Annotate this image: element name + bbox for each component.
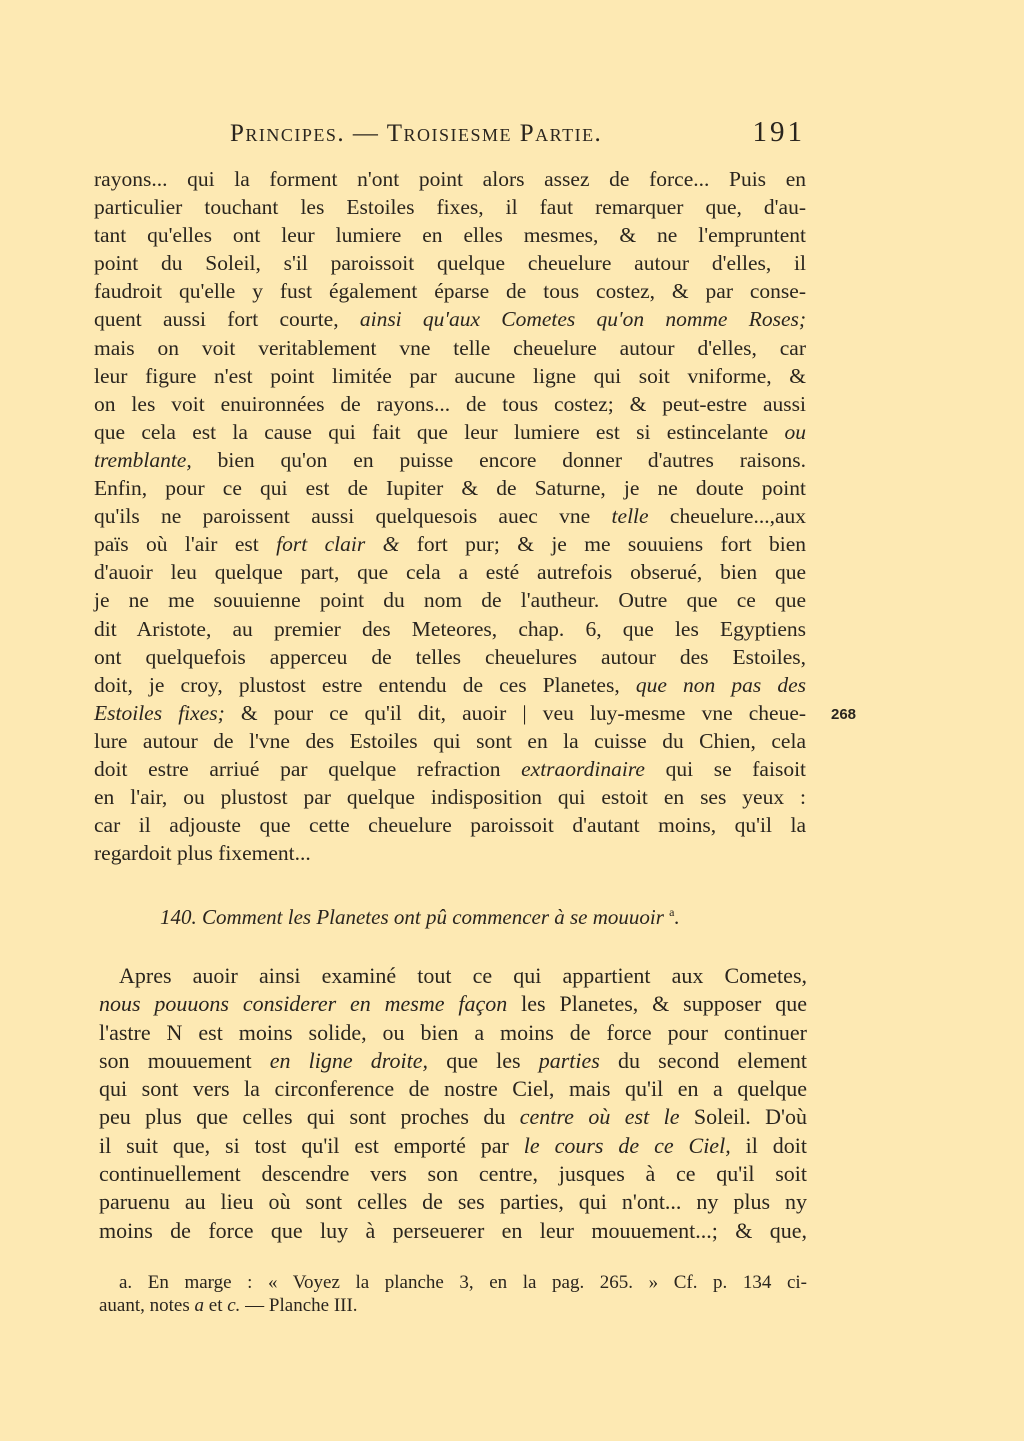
text-line: regardoit plus fixement... (94, 841, 311, 866)
text-run: il doit (745, 1132, 807, 1158)
footnote-line: a. En marge : « Voyez la planche 3, en la pag. 265. » Cf. p. 134 ci- (119, 1272, 807, 1293)
text-run: quent aussi fort courte, (94, 307, 339, 332)
text-line: Apres auoir ainsi examiné tout ce qui appartient aux Cometes, (119, 963, 807, 988)
text-line: en l'air, ou plustost par quelque indisposition qui estoit en ses yeux : (94, 785, 806, 810)
text-run: peu plus que celles qui sont proches du (99, 1104, 506, 1130)
text-run: que les (446, 1047, 521, 1073)
text-run: les Planetes, & supposer que (521, 991, 807, 1017)
text-line (94, 305, 806, 333)
margin-page-reference: 268 (831, 706, 857, 723)
text-line: faudroit qu'elle y fust également éparse de tous costez, & par conse- (94, 279, 806, 304)
text-line (94, 530, 806, 558)
italic-run: extraordinaire (521, 756, 645, 781)
text-line: Enfin, pour ce qui est de Iupiter & de Saturne, je ne doute point (94, 476, 806, 501)
text-run: doit estre arriué par quelque refraction (94, 756, 501, 781)
text-line: tant qu'elles ont leur lumiere en elles mesmes, & ne l'empruntent (94, 223, 806, 248)
paragraph-continued (94, 165, 806, 867)
italic-run: tremblante, (94, 447, 192, 472)
text-line: d'auoir leu quelque part, que cela a esté autrefois obserué, bien que (94, 560, 806, 585)
text-line: car il adjouste que cette cheuelure paroissoit d'autant moins, qu'il la (94, 813, 806, 838)
text-line: rayons... qui la forment n'ont point alors assez de force... Puis en (94, 167, 806, 191)
text-line (99, 1103, 807, 1131)
text-run: son mouuement (99, 1047, 252, 1073)
paragraph-new (99, 962, 807, 1245)
text-line: dit Aristote, au premier des Meteores, chap. 6, que les Egyptiens (94, 616, 806, 641)
running-title: Principes. — Troisiesme Partie. (230, 120, 603, 147)
text-run: il suit que, si tost qu'il est emporté par (99, 1132, 509, 1158)
text-run: que cela est la cause qui fait que leur lumiere est si estincelante (94, 419, 769, 444)
text-run: Soleil. D'où (693, 1104, 808, 1130)
text-line (94, 418, 806, 446)
running-header (230, 116, 805, 149)
text-run: fort pur; & je me souuiens fort bien (416, 532, 806, 557)
text-run: auant, notes (99, 1295, 190, 1316)
italic-run: c. (227, 1295, 241, 1316)
italic-run: parties (538, 1047, 600, 1073)
italic-run: que non pas des (635, 672, 807, 697)
text-run: du second element (617, 1047, 808, 1073)
text-line (99, 1047, 807, 1075)
italic-run: telle (611, 504, 649, 529)
text-run: — Planche III. (245, 1295, 358, 1316)
text-line: je ne me souuienne point du nom de l'autheur. Outre que ce que (94, 588, 806, 613)
italic-run: a (194, 1295, 205, 1316)
text-line (94, 755, 806, 783)
section-heading-text: 140. Comment les Planetes ont pû commencer à se mouuoir (160, 905, 664, 929)
text-line: continuellement descendre vers son centre, jusques à ce qu'il soit (99, 1161, 807, 1187)
text-line (94, 446, 806, 474)
text-run: cheuelure...,aux (669, 504, 807, 529)
footnote (99, 1271, 807, 1317)
section-heading (160, 905, 680, 930)
text-line (94, 699, 806, 727)
text-line: lure autour de l'vne des Estoiles qui sont en la cuisse du Chien, cela (94, 728, 806, 753)
text-line (99, 990, 807, 1018)
text-line (94, 671, 806, 699)
text-run: & pour ce qu'il dit, auoir | veu luy-mesme vne cheue- (240, 700, 807, 725)
text-line: point du Soleil, s'il paroissoit quelque cheuelure autour d'elles, il (94, 251, 806, 276)
text-line: particulier touchant les Estoiles fixes, il faut remarquer que, d'au- (94, 195, 806, 220)
page-number: 191 (752, 116, 805, 148)
text-run: qu'ils ne paroissent aussi quelquesois auec vne (94, 504, 591, 529)
text-line: l'astre N est moins solide, ou bien a moins de force pour continuer (99, 1019, 807, 1045)
italic-run: fort clair & (276, 532, 400, 557)
text-run: bien qu'on en puisse encore donner d'autres raisons. (217, 447, 806, 472)
italic-run: Estoiles fixes; (94, 700, 225, 725)
text-line (94, 502, 806, 530)
text-line (99, 1132, 807, 1160)
italic-run: centre où est le (519, 1104, 680, 1130)
italic-run: le cours de ce Ciel, (523, 1132, 731, 1158)
italic-run: ou (784, 419, 807, 444)
text-run: doit, je croy, plustost estre entendu de ces Planetes, (94, 672, 620, 697)
text-run: païs où l'air est (94, 532, 259, 557)
text-run: et (208, 1295, 223, 1316)
italic-run: en ligne droite, (269, 1047, 429, 1073)
text-line: paruenu au lieu où sont celles de ses parties, qui n'ont... ny plus ny (99, 1189, 807, 1215)
footnote-marker: a (669, 905, 675, 919)
text-line: on les voit enuironnées de rayons... de tous costez; & peut-estre aussi (94, 391, 806, 416)
text-run: qui se faisoit (665, 756, 807, 781)
text-line: leur figure n'est point limitée par aucune ligne qui soit vniforme, & (94, 363, 806, 388)
text-line: moins de force que luy à perseuerer en leur mouuement...; & que, (99, 1217, 807, 1243)
text-line: qui sont vers la circonference de nostre Ciel, mais qu'il en a quelque (99, 1076, 807, 1102)
italic-run: ainsi qu'aux Cometes qu'on nomme Roses; (359, 307, 807, 332)
footnote-line (99, 1294, 807, 1317)
section-heading-period: . (674, 905, 680, 929)
text-line: mais on voit veritablement vne telle cheuelure autour d'elles, car (94, 335, 806, 360)
italic-run: nous pouuons considerer en mesme façon (99, 991, 508, 1017)
text-line: ont quelquefois apperceu de telles cheuelures autour des Estoiles, (94, 644, 806, 669)
